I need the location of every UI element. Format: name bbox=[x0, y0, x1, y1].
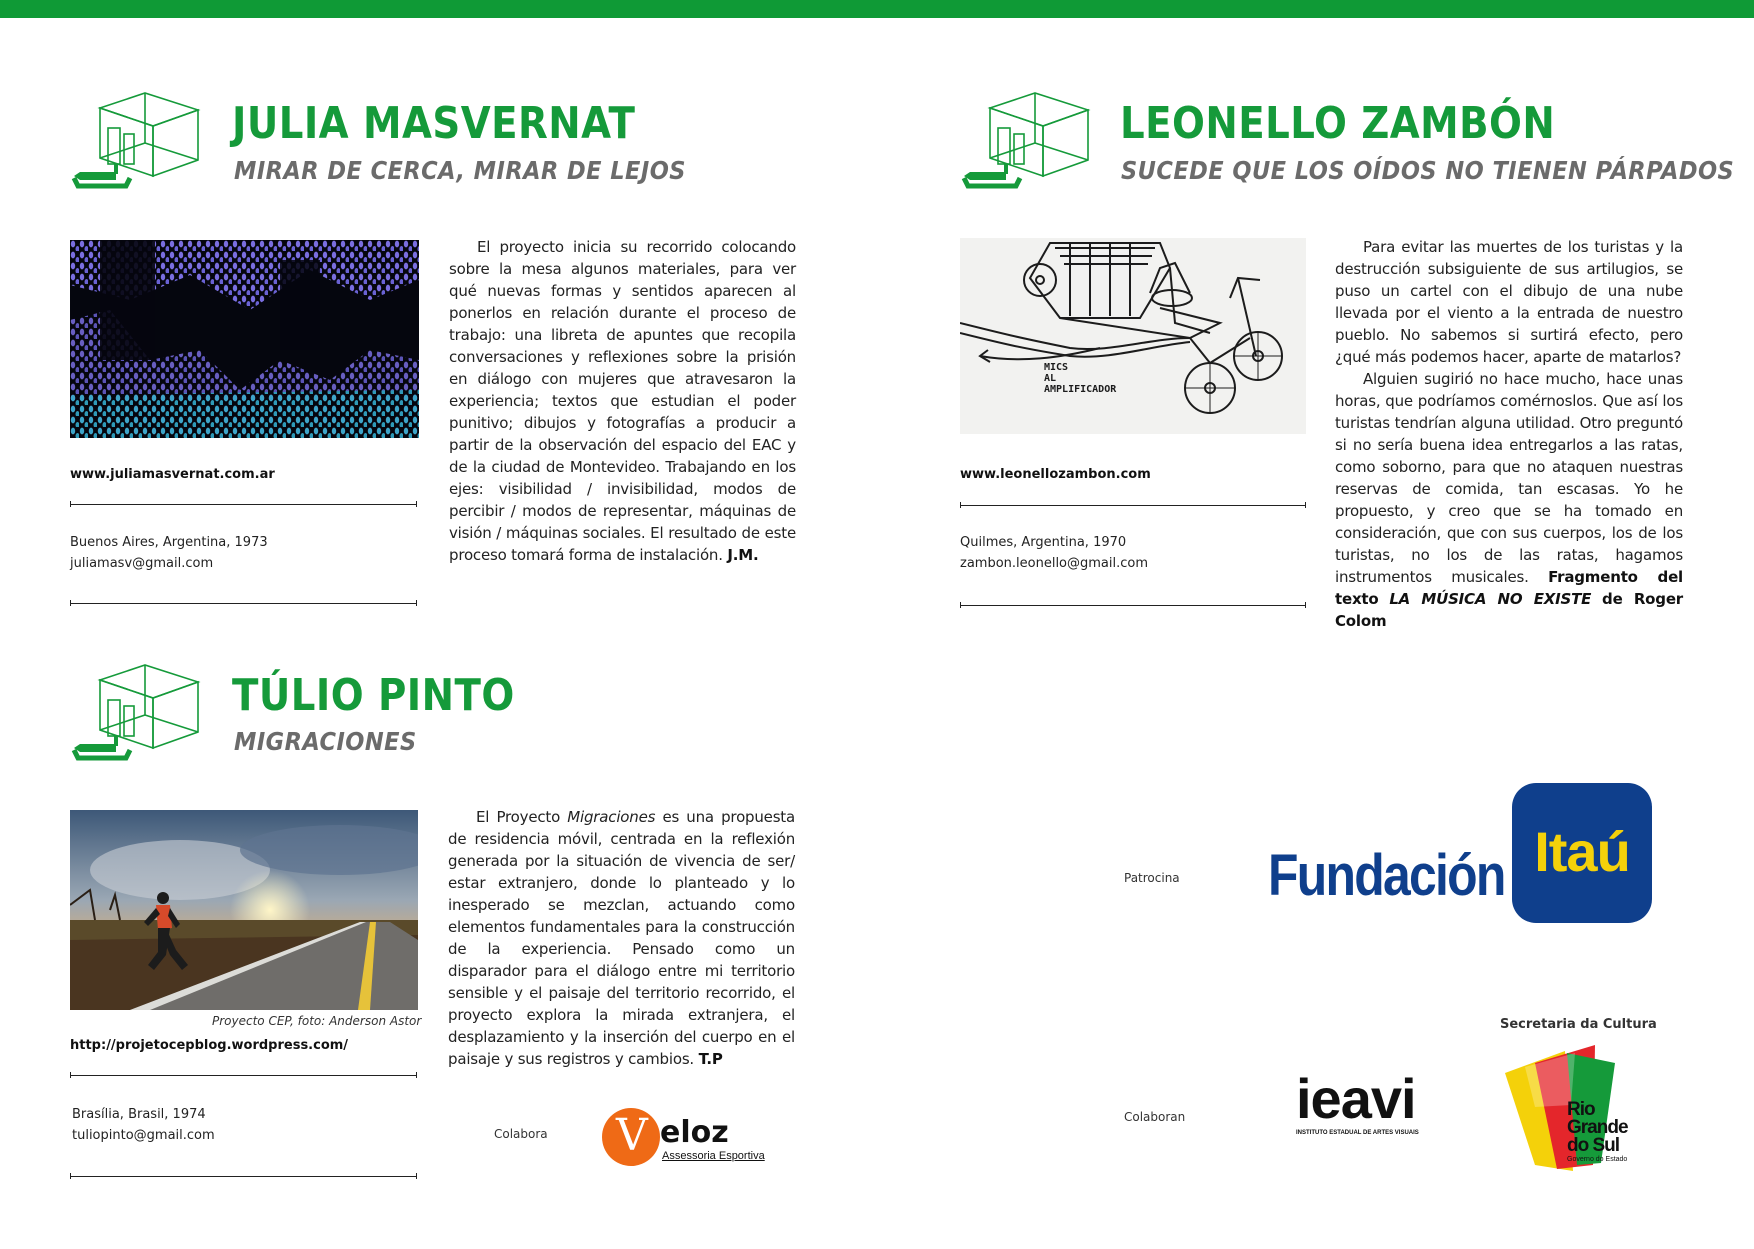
drawing-annotation bbox=[1044, 362, 1116, 395]
patrocina-label: Patrocina bbox=[1124, 871, 1180, 885]
divider bbox=[70, 603, 417, 604]
house-icon bbox=[70, 660, 205, 770]
artist-location: Quilmes, Argentina, 1970 bbox=[960, 535, 1127, 550]
description-text: El Proyecto bbox=[476, 808, 561, 826]
credit-text: Fragmento del texto bbox=[1335, 568, 1683, 608]
divider bbox=[960, 605, 1306, 606]
house-icon bbox=[70, 88, 205, 198]
credit-title: LA MÚSICA NO EXISTE bbox=[1389, 590, 1592, 608]
rgs-text bbox=[1567, 1101, 1628, 1165]
secretaria-label: Secretaria da Cultura bbox=[1500, 1017, 1657, 1032]
signature: J.M. bbox=[727, 546, 759, 564]
signature: T.P bbox=[698, 1050, 723, 1068]
description-italic: Migraciones bbox=[567, 808, 656, 826]
project-title: MIRAR DE CERCA, MIRAR DE LEJOS bbox=[234, 156, 686, 185]
colaboran-label: Colaboran bbox=[1124, 1110, 1186, 1124]
top-green-bar bbox=[0, 0, 1754, 18]
project-description bbox=[448, 806, 795, 1070]
description-text: Alguien sugirió no hace mucho, hace unas horas, que podríamos comérnoslos. Que así los turistas tendrían alguna utilidad. Otro preguntó si no sería buena idea entregarlos a las ratas, como soborno, para que no ataquen nuestras reservas de comida, tan escasas. Yo he propuesto, y creo que se ha tomado en consideración, que con sus cuerpos, los de los turistas, no los de las ratas, hagamos instrumentos musicales. bbox=[1335, 370, 1683, 586]
description-text: es una propuesta de residencia móvil, centrada en la reflexión generada por la situación de vivencia de ser/ estar extranjero, donde lo planteado y lo inesperado se mezclan, actuando como elementos fundamentales para la construcción de la experiencia. Pensado como un disparador para el diálogo entre mi territorio sensible y el paisaje del territorio recorrido, el proyecto explora la mirada extranjera, el desplazamiento y la inserción del cuerpo en el paisaje y sus registros y cambios. bbox=[448, 808, 795, 1068]
artist-name: LEONELLO ZAMBÓN bbox=[1120, 98, 1556, 149]
drawing-annotation-line: MICS bbox=[1044, 362, 1069, 373]
veloz-letter: V bbox=[616, 1110, 648, 1161]
description-text: El proyecto inicia su recorrido colocando sobre la mesa algunos materiales, para ver qué nuevas formas y sentidos aparecen al ponerlos en relación durante el proceso de trabajo: una libreta de apuntes que recopila conversaciones y reflexiones sobre la prisión en diálogo con mujeres que atravesaron la experiencia; textos que estudian el poder punitivo; dibujos y fotografías a producir a partir de la observación del espacio del EAC y de la ciudad de Montevideo. Trabajando en los ejes: visibilidad / invisibilidad, modos de percibir / modos de representar, máquinas de visión / máquinas sociales. El resultado de este proceso tomará forma de instalación. bbox=[449, 238, 796, 564]
drawing-image bbox=[960, 238, 1306, 434]
runner-photo bbox=[70, 810, 418, 1010]
itau-logo-text: Itaú bbox=[1534, 820, 1630, 883]
project-description bbox=[449, 236, 796, 566]
ieavi-logo-text: ieavi bbox=[1296, 1067, 1416, 1130]
artist-website-link[interactable]: www.leonellozambon.com bbox=[960, 467, 1151, 482]
artwork-photo bbox=[70, 240, 419, 438]
description-paragraph bbox=[1335, 368, 1683, 632]
itau-logo bbox=[1512, 783, 1652, 923]
rgs-subtitle: Governo do Estado bbox=[1567, 1156, 1628, 1163]
house-icon bbox=[960, 88, 1095, 198]
artist-website-link[interactable]: http://projetocepblog.wordpress.com/ bbox=[70, 1038, 349, 1053]
artist-email[interactable]: tuliopinto@gmail.com bbox=[72, 1128, 215, 1143]
drawing-annotation-line: AL bbox=[1044, 373, 1057, 384]
rgs-line: Grande bbox=[1567, 1117, 1628, 1138]
veloz-tagline: Assessoria Esportiva bbox=[662, 1150, 765, 1162]
artist-email[interactable]: juliamasv@gmail.com bbox=[70, 556, 214, 571]
divider bbox=[70, 1075, 417, 1076]
artist-website-link[interactable]: www.juliamasvernat.com.ar bbox=[70, 467, 275, 482]
artist-name: JULIA MASVERNAT bbox=[232, 98, 636, 149]
divider bbox=[70, 1176, 417, 1177]
veloz-name: eloz bbox=[660, 1115, 729, 1150]
project-title: SUCEDE QUE LOS OÍDOS NO TIENEN PÁRPADOS bbox=[1121, 156, 1735, 185]
veloz-logo bbox=[602, 1106, 802, 1166]
divider bbox=[70, 504, 417, 505]
artist-name: TÚLIO PINTO bbox=[232, 670, 515, 721]
project-description bbox=[1335, 236, 1683, 632]
divider bbox=[960, 505, 1306, 506]
rio-grande-do-sul-logo bbox=[1505, 1045, 1645, 1175]
fundacion-logo-text: Fundación bbox=[1268, 843, 1505, 908]
description-paragraph: Para evitar las muertes de los turistas y la destrucción subsiguiente de sus artilugios, se puso un cartel con el dibujo de una nube llevada por el viento a la entrada de nuestro pueblo. No sabemos si surtirá efecto, pero ¿qué más podemos hacer, aparte de matarlos? bbox=[1335, 238, 1683, 366]
ieavi-subtitle: INSTITUTO ESTADUAL DE ARTES VISUAIS bbox=[1296, 1130, 1419, 1136]
artist-location: Buenos Aires, Argentina, 1973 bbox=[70, 535, 268, 550]
artist-location: Brasília, Brasil, 1974 bbox=[72, 1107, 206, 1122]
ieavi-logo bbox=[1296, 1067, 1448, 1140]
project-title: MIGRACIONES bbox=[234, 727, 417, 756]
drawing-annotation-line: AMPLIFICADOR bbox=[1044, 384, 1117, 395]
colabora-label: Colabora bbox=[494, 1127, 548, 1141]
credit-author: de Roger Colom bbox=[1335, 590, 1683, 630]
rgs-line: Rio bbox=[1567, 1099, 1595, 1120]
artist-email[interactable]: zambon.leonello@gmail.com bbox=[960, 556, 1149, 571]
photo-caption: Proyecto CEP, foto: Anderson Astor bbox=[212, 1014, 422, 1028]
rgs-line: do Sul bbox=[1567, 1135, 1620, 1156]
